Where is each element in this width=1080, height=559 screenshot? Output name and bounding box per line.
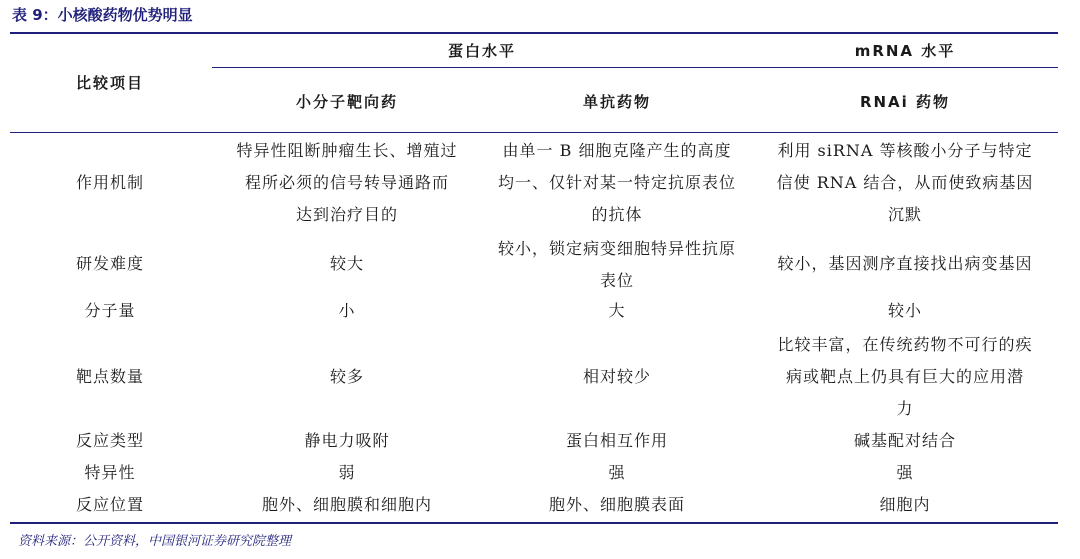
cell-rnai-line: 信使 RNA 结合，从而使致病基因 xyxy=(776,173,1034,192)
cell-antibody-line: 大 xyxy=(608,301,626,320)
cell-antibody xyxy=(482,361,752,393)
cell-small-molecule-line: 小 xyxy=(338,301,356,320)
cell-antibody xyxy=(482,457,752,489)
cell-antibody-line: 由单一 B 细胞克隆产生的高度 xyxy=(502,141,732,160)
cell-antibody xyxy=(482,295,752,327)
cell-rnai-line: 病或靶点上仍具有巨大的应用潜 xyxy=(785,367,1024,386)
row-label-line: 靶点数量 xyxy=(75,367,144,386)
cell-rnai xyxy=(752,329,1058,425)
cell-small-molecule xyxy=(212,295,482,327)
row-label-line: 分子量 xyxy=(84,301,136,320)
cell-small-molecule-line: 弱 xyxy=(338,463,356,482)
table-bottom-rule xyxy=(10,522,1058,524)
cell-rnai-line: 较小，基因测序直接找出病变基因 xyxy=(777,254,1033,273)
header-col-antibody: 单抗药物 xyxy=(582,93,651,111)
header-col-rnai: RNAi 药物 xyxy=(859,93,951,111)
cell-small-molecule xyxy=(212,425,482,457)
row-label-line: 作用机制 xyxy=(75,173,144,192)
cell-small-molecule-line: 较大 xyxy=(329,254,364,273)
header-sub-rule xyxy=(212,67,1058,68)
cell-antibody-line: 均一、仅针对某一特定抗原表位 xyxy=(497,173,736,192)
header-group-mrna: mRNA 水平 xyxy=(854,42,956,60)
cell-small-molecule-line: 静电力吸附 xyxy=(304,431,390,450)
cell-small-molecule xyxy=(212,361,482,393)
row-label xyxy=(20,167,200,199)
row-label xyxy=(20,489,200,521)
cell-rnai-line: 比较丰富，在传统药物不可行的疾 xyxy=(777,335,1033,354)
row-label xyxy=(20,361,200,393)
row-label-line: 特异性 xyxy=(84,463,136,482)
header-group-protein: 蛋白水平 xyxy=(447,42,516,60)
cell-small-molecule-line: 特异性阻断肿瘤生长、增殖过 xyxy=(236,141,458,160)
cell-small-molecule xyxy=(212,248,482,280)
header-col-small-molecule: 小分子靶向药 xyxy=(295,93,398,111)
cell-small-molecule xyxy=(212,457,482,489)
cell-antibody-line: 胞外、细胞膜表面 xyxy=(548,495,685,514)
cell-rnai xyxy=(752,135,1058,231)
cell-rnai-line: 细胞内 xyxy=(879,495,931,514)
cell-antibody-line: 较小，锁定病变细胞特异性抗原 xyxy=(497,239,736,258)
cell-antibody xyxy=(482,135,752,231)
cell-small-molecule-line: 胞外、细胞膜和细胞内 xyxy=(261,495,432,514)
cell-antibody xyxy=(482,233,752,297)
cell-antibody-line: 强 xyxy=(608,463,626,482)
cell-rnai-line: 力 xyxy=(896,399,914,418)
cell-rnai-line: 利用 siRNA 等核酸小分子与特定 xyxy=(777,141,1033,160)
cell-antibody-line: 蛋白相互作用 xyxy=(565,431,668,450)
cell-antibody-line: 表位 xyxy=(599,271,634,290)
row-label xyxy=(20,248,200,280)
cell-small-molecule-line: 达到治疗目的 xyxy=(295,205,398,224)
cell-antibody-line: 相对较少 xyxy=(582,367,651,386)
table-title: 表 9：小核酸药物优势明显 xyxy=(12,6,193,24)
row-label xyxy=(20,457,200,489)
cell-rnai-line: 强 xyxy=(896,463,914,482)
header-bottom-rule xyxy=(10,132,1058,133)
cell-antibody xyxy=(482,425,752,457)
row-label-line: 研发难度 xyxy=(75,254,144,273)
cell-small-molecule-line: 程所必须的信号转导通路而 xyxy=(244,173,449,192)
cell-rnai-line: 较小 xyxy=(887,301,922,320)
cell-rnai-line: 碱基配对结合 xyxy=(853,431,956,450)
row-label xyxy=(20,295,200,327)
cell-small-molecule-line: 较多 xyxy=(329,367,364,386)
cell-rnai-line: 沉默 xyxy=(887,205,922,224)
cell-rnai xyxy=(752,248,1058,280)
source-note: 资料来源：公开资料，中国银河证券研究院整理 xyxy=(18,534,292,549)
cell-antibody-line: 的抗体 xyxy=(591,205,643,224)
cell-antibody xyxy=(482,489,752,521)
table-top-rule xyxy=(10,32,1058,34)
cell-rnai xyxy=(752,457,1058,489)
cell-rnai xyxy=(752,295,1058,327)
header-row-label: 比较项目 xyxy=(75,74,144,92)
row-label xyxy=(20,425,200,457)
cell-rnai xyxy=(752,489,1058,521)
row-label-line: 反应类型 xyxy=(75,431,144,450)
cell-rnai xyxy=(752,425,1058,457)
cell-small-molecule xyxy=(212,135,482,231)
cell-small-molecule xyxy=(212,489,482,521)
row-label-line: 反应位置 xyxy=(75,495,144,514)
